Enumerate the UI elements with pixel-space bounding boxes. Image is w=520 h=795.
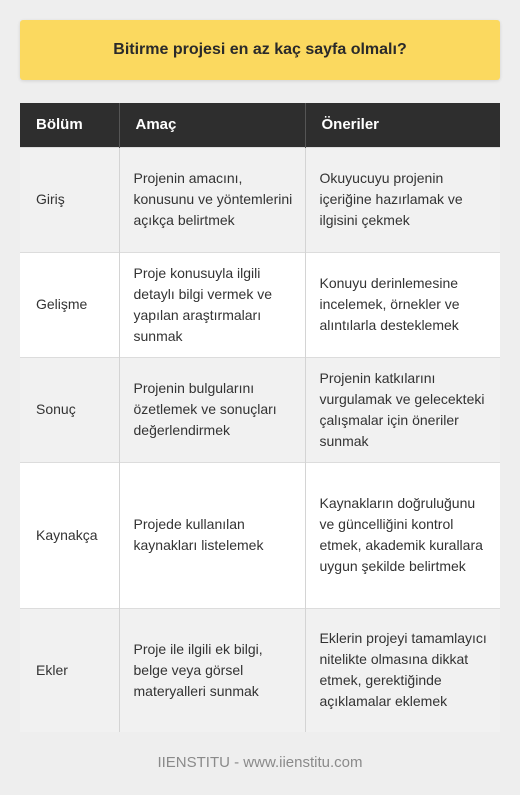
table-row bbox=[20, 462, 500, 608]
cell-suggestion: Projenin katkılarını vurgulamak ve gelecekteki çalışmalar için öneriler sunmak bbox=[305, 357, 500, 462]
cell-section: Giriş bbox=[20, 147, 119, 252]
column-header-suggestions: Öneriler bbox=[305, 103, 500, 147]
table-row bbox=[20, 252, 500, 357]
column-header-section: Bölüm bbox=[20, 103, 119, 147]
cell-suggestion: Eklerin projeyi tamamlayıcı nitelikte olmasına dikkat etmek, gerektiğinde açıklamalar eklemek bbox=[305, 608, 500, 732]
sections-table bbox=[20, 103, 500, 732]
title-banner bbox=[20, 20, 500, 80]
footer-credit: IIENSTITU - www.iienstitu.com bbox=[157, 754, 363, 771]
page-title: Bitirme projesi en az kaç sayfa olmalı? bbox=[113, 41, 407, 58]
table-header-row bbox=[20, 103, 500, 147]
cell-section: Sonuç bbox=[20, 357, 119, 462]
cell-suggestion: Okuyucuyu projenin içeriğine hazırlamak ve ilgisini çekmek bbox=[305, 147, 500, 252]
cell-purpose: Proje ile ilgili ek bilgi, belge veya görsel materyalleri sunmak bbox=[119, 608, 305, 732]
cell-suggestion: Kaynakların doğruluğunu ve güncelliğini kontrol etmek, akademik kurallara uygun şekilde belirtmek bbox=[305, 462, 500, 608]
table-row bbox=[20, 608, 500, 732]
cell-section: Kaynakça bbox=[20, 462, 119, 608]
cell-purpose: Projenin bulgularını özetlemek ve sonuçları değerlendirmek bbox=[119, 357, 305, 462]
table-row bbox=[20, 357, 500, 462]
cell-section: Ekler bbox=[20, 608, 119, 732]
table-row bbox=[20, 147, 500, 252]
column-header-purpose: Amaç bbox=[119, 103, 305, 147]
cell-purpose: Projenin amacını, konusunu ve yöntemlerini açıkça belirtmek bbox=[119, 147, 305, 252]
cell-suggestion: Konuyu derinlemesine incelemek, örnekler ve alıntılarla desteklemek bbox=[305, 252, 500, 357]
cell-purpose: Proje konusuyla ilgili detaylı bilgi vermek ve yapılan araştırmaları sunmak bbox=[119, 252, 305, 357]
cell-section: Gelişme bbox=[20, 252, 119, 357]
cell-purpose: Projede kullanılan kaynakları listelemek bbox=[119, 462, 305, 608]
